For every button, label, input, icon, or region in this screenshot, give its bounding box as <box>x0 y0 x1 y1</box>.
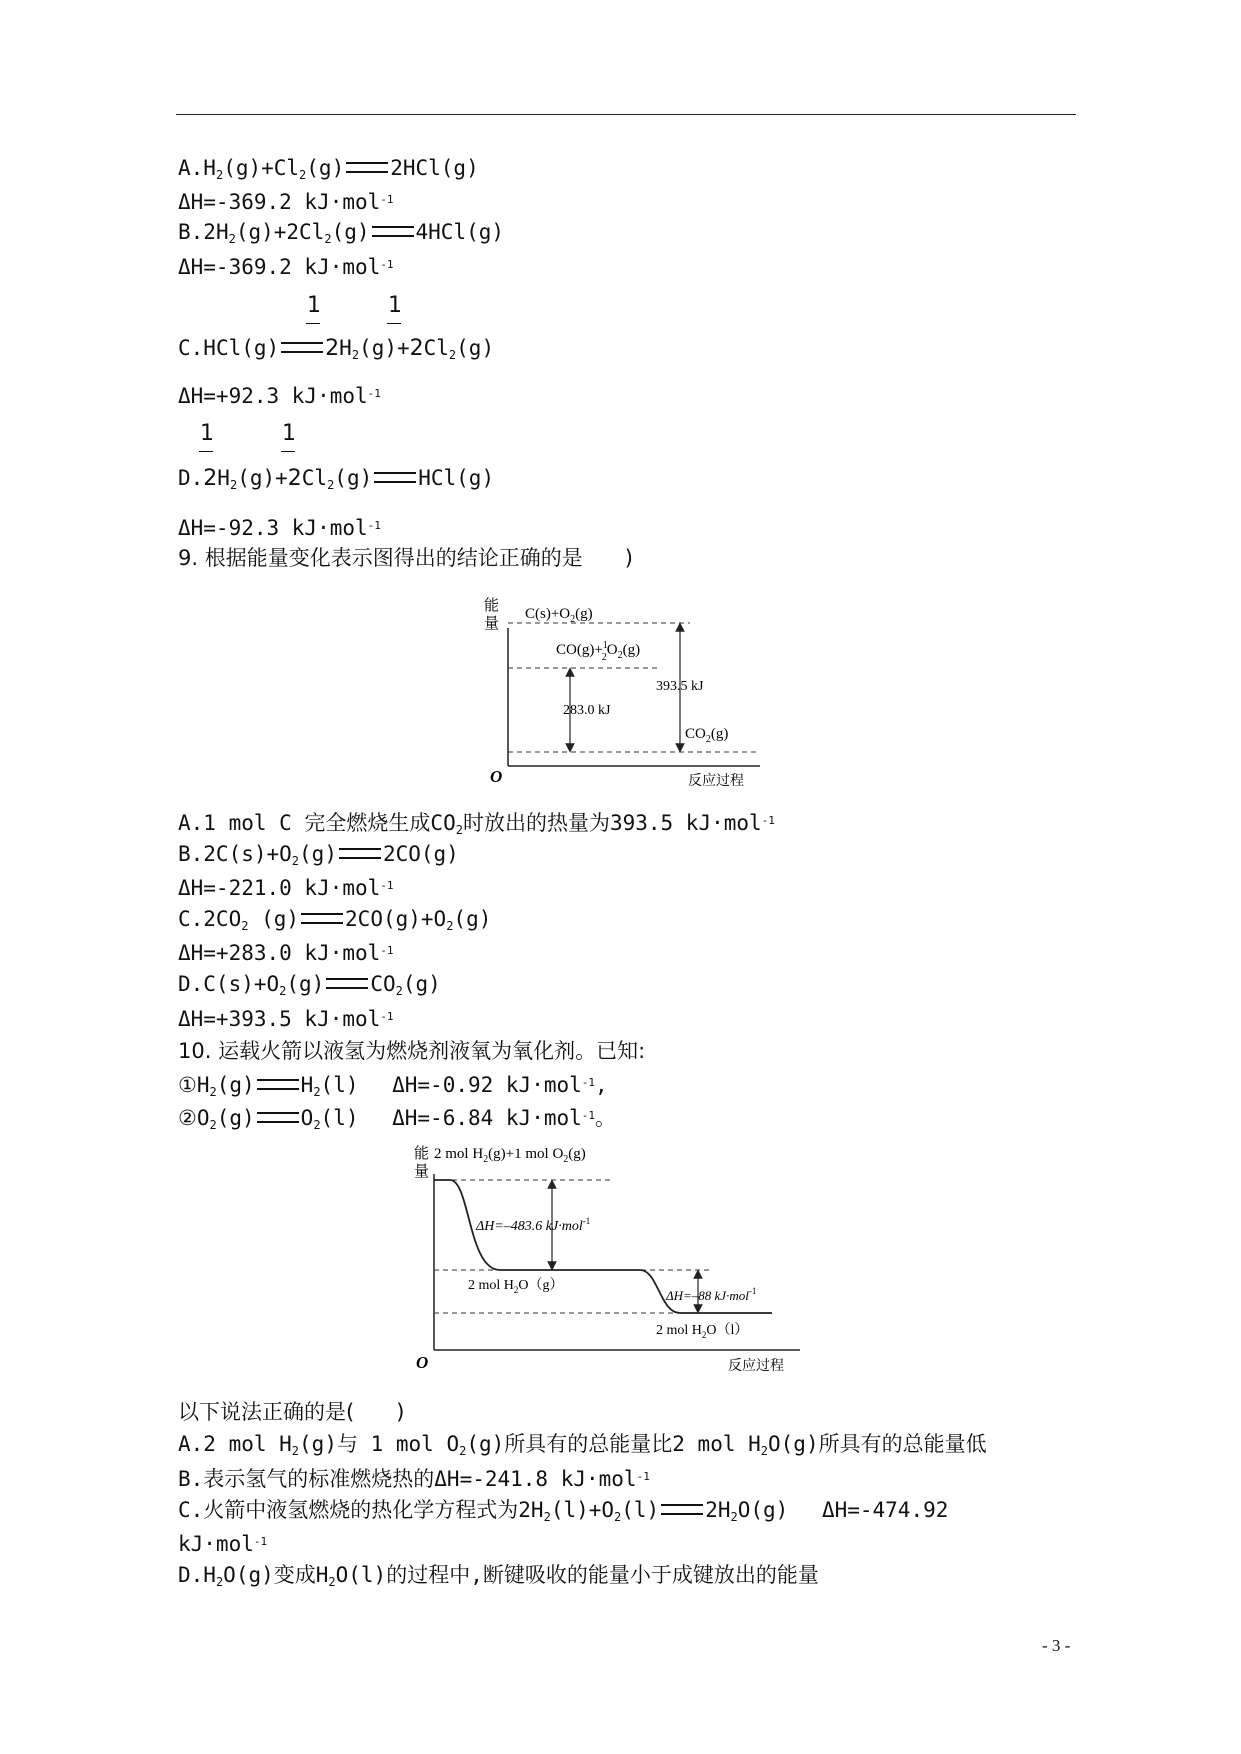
origin-label: O <box>490 767 503 786</box>
level-bottom-label: $CO_2(g)$ <box>685 726 729 745</box>
bottom-level-label: 2 mol $H_2O(l)$ <box>656 1323 749 1340</box>
x-axis-label: 反应过程 <box>728 1358 784 1374</box>
q9-option-c-dh: ΔH=+283.0 kJ·mol$^{-1}$ <box>178 941 394 965</box>
q9-option-b-dh: ΔH=-221.0 kJ·mol$^{-1}$ <box>178 876 394 900</box>
q9-option-d-dh: ΔH=+393.5 kJ·mol$^{-1}$ <box>178 1007 394 1031</box>
q10-stem: 10. 运载火箭以液氢为燃烧剂液氧为氧化剂。已知: <box>178 1039 646 1063</box>
q9-option-b: $B.2C(s)+O_2(g)$ 2CO(g) <box>178 842 459 868</box>
q8-option-c: C.HCl(g) $2H_2(g)+2Cl_2(g)$ <box>178 336 495 362</box>
q10-option-b: B.表示氢气的标准燃烧热的ΔH=-241.8 kJ·mol$^{-1}$ <box>178 1467 650 1491</box>
level-mid-label: CO(g)+$^1$ $2O_2(g)$ <box>556 640 641 663</box>
q8-option-b-dh: ΔH=-369.2 kJ·mol$^{-1}$ <box>178 255 394 279</box>
equals-sign <box>326 978 368 989</box>
q10-lead: 以下说法正确的是( ) <box>178 1400 405 1424</box>
equals-sign <box>346 162 388 173</box>
dh2-label: ΔH=–88 kJ·mol$^{-1}$ <box>666 1286 757 1303</box>
y-axis-label: 能 <box>414 1144 430 1162</box>
fraction-numerator: 1 <box>388 293 402 318</box>
fraction-numerator: 1 <box>200 421 214 446</box>
page-number: - 3 - <box>1042 1636 1071 1655</box>
q10-energy-diagram <box>410 1138 810 1378</box>
q9-stem: 9. 根据能量变化表示图得出的结论正确的是 ) <box>178 546 633 570</box>
q8-option-d-dh: ΔH=-92.3 kJ·mol$^{-1}$ <box>178 516 381 540</box>
q9-option-c: $C.2CO_2$ (g) $2CO(g)+O_2(g)$ <box>178 907 492 933</box>
q8-option-c-dh: ΔH=+92.3 kJ·mol$^{-1}$ <box>178 384 381 408</box>
q10-option-c-cont: kJ·mol$^{-1}$ <box>178 1532 268 1556</box>
equals-sign <box>339 848 381 859</box>
dh1-label: ΔH=–483.6 kJ·mol$^{-1}$ <box>476 1216 591 1234</box>
fraction-bar <box>306 323 320 324</box>
fraction-bar <box>387 323 401 324</box>
q10-known-1: $①H_2(g)$ $H_2(l)$ ΔH=-0.92 kJ·mol$^{-1}$, <box>178 1073 608 1099</box>
q10-known-2: $②O_2(g)$ $O_2(l)$ ΔH=-6.84 kJ·mol$^{-1}$。 <box>178 1106 617 1132</box>
fraction-numerator: 1 <box>307 293 321 318</box>
equals-sign <box>281 342 323 353</box>
fraction-bar <box>281 451 295 452</box>
equals-sign <box>374 472 416 483</box>
q8-option-b: $B.2H_2(g)+2Cl_2(g)$ 4HCl(g) <box>178 220 505 246</box>
equals-sign <box>372 226 414 237</box>
q9-option-d: $D.C(s)+O_2(g)$ $CO_2(g)$ <box>178 972 441 998</box>
x-axis-label: 反应过程 <box>688 773 744 788</box>
y-axis-label: 能 <box>484 596 500 614</box>
q8-option-a-dh: ΔH=-369.2 kJ·mol$^{-1}$ <box>178 190 394 214</box>
top-level-label: 2 mol $H_2(g)+1$ mol $O_2(g)$ <box>434 1146 586 1165</box>
arrow-label-283: 283.0 kJ <box>563 703 611 718</box>
fraction-numerator: 1 <box>282 421 296 446</box>
equals-sign <box>257 1112 299 1123</box>
arrow-label-393: 393.5 kJ <box>656 679 704 694</box>
y-axis-label: 量 <box>484 614 500 632</box>
header-rule <box>176 114 1076 115</box>
fraction-bar <box>199 451 213 452</box>
mid-level-label: 2 mol $H_2O(g)$ <box>468 1278 564 1295</box>
equals-sign <box>661 1504 703 1515</box>
q10-option-d: $D.H_2O(g)$变成$H_2O(l)$的过程中,断键吸收的能量小于成键放出的能量 <box>178 1563 819 1589</box>
equals-sign <box>301 913 343 924</box>
origin-label: O <box>416 1353 429 1372</box>
q9-energy-diagram <box>460 588 780 788</box>
q10-option-c: C.火箭中液氢燃烧的热化学方程式为$2H_2(l)+O_2(l)$ $2H_2O(g)$ ΔH=-474.92 <box>178 1498 949 1524</box>
q8-option-a: $A.H_2(g)+Cl_2(g)$ 2HCl(g) <box>178 156 479 182</box>
q9-option-a: A.1 mol C 完全燃烧生成$CO_2$时放出的热量为393.5 kJ·mol$^{-1}$ <box>178 811 775 837</box>
y-axis-label: 量 <box>414 1162 430 1180</box>
equals-sign <box>257 1079 299 1090</box>
q10-option-a: A.2 mol $H_2(g)$与 1 mol $O_2(g)$所具有的总能量比2 mol $H_2O(g)$所具有的总能量低 <box>178 1432 987 1458</box>
level-top-label: $C(s)+O_2(g)$ <box>525 606 593 625</box>
q8-option-d: $D.2H_2(g)+2Cl_2(g)$ HCl(g) <box>178 466 495 492</box>
